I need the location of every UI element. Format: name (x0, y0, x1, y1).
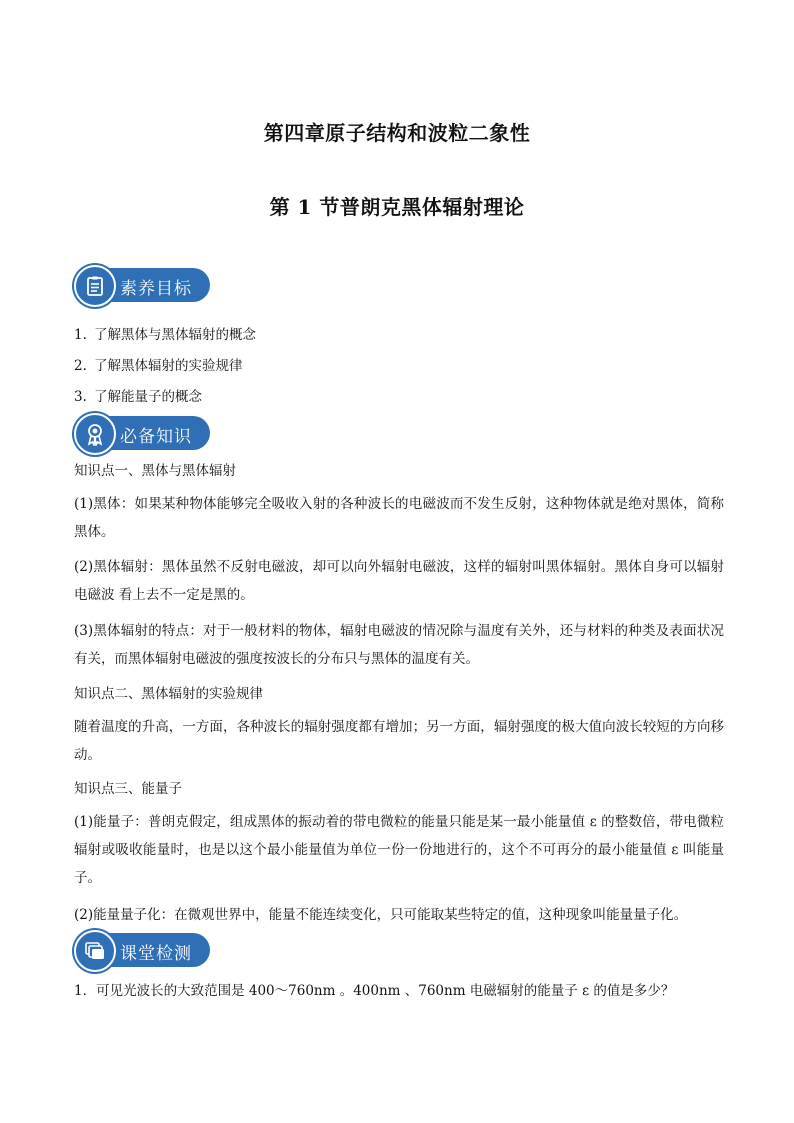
goal-item-3: 3. 了解能量子的概念 (74, 389, 202, 405)
check-banner (76, 933, 210, 967)
goal-item-2: 2. 了解黑体辐射的实验规律 (74, 358, 243, 374)
k1-paragraph-3: (3)黑体辐射的特点：对于一般材料的物体，辐射电磁波的情况除与温度有关外，还与材料的种类及表面状况有关，而黑体辐射电磁波的强度按波长的分布只与黑体的温度有关。 (74, 623, 724, 667)
knowledge-banner (76, 416, 210, 450)
question-1: 1．可见光波长的大致范围是 400～760nm 。400nm 、760nm 电磁辐射的能量子 ε 的值是多少？ (74, 983, 675, 999)
k1-paragraph-1: (1)黑体：如果某种物体能够完全吸收入射的各种波长的电磁波而不发生反射，这种物体就是绝对黑体，简称黑体。 (74, 496, 724, 540)
k3-paragraph-1: (1)能量子：普朗克假定，组成黑体的振动着的带电微粒的能量只能是某一最小能量值 ε 的整数倍，带电微粒辐射或吸收能量时，也是以这个最小能量值为单位一份一份地进行的，这个不可再分的最小能量值 ε 叫能量子。 (74, 814, 724, 886)
ribbon-award-icon (74, 413, 116, 455)
knowledge-banner-label: 必备知识 (120, 427, 192, 447)
clipboard-icon (74, 265, 116, 307)
check-banner-label: 课堂检测 (120, 944, 192, 964)
goals-banner-label: 素养目标 (120, 279, 192, 299)
k3-paragraph-2: (2)能量量子化：在微观世界中，能量不能连续变化，只可能取某些特定的值，这种现象叫能量量子化。 (74, 907, 688, 923)
stacked-cards-icon (74, 930, 116, 972)
k2-paragraph-1: 随着温度的升高，一方面，各种波长的辐射强度都有增加；另一方面，辐射强度的极大值向波长较短的方向移动。 (74, 719, 724, 763)
goal-item-1: 1. 了解黑体与黑体辐射的概念 (74, 327, 256, 343)
k1-heading: 知识点一、黑体与黑体辐射 (74, 463, 236, 479)
k3-heading: 知识点三、能量子 (74, 781, 182, 797)
chapter-title: 第四章原子结构和波粒二象性 (263, 121, 531, 145)
k2-heading: 知识点二、黑体辐射的实验规律 (74, 686, 263, 702)
goals-banner (76, 268, 210, 302)
section-title: 第 1 节普朗克黑体辐射理论 (269, 195, 525, 219)
k1-paragraph-2: (2)黑体辐射：黑体虽然不反射电磁波，却可以向外辐射电磁波，这样的辐射叫黑体辐射。黑体自身可以辐射电磁波 看上去不一定是黑的。 (74, 559, 724, 603)
